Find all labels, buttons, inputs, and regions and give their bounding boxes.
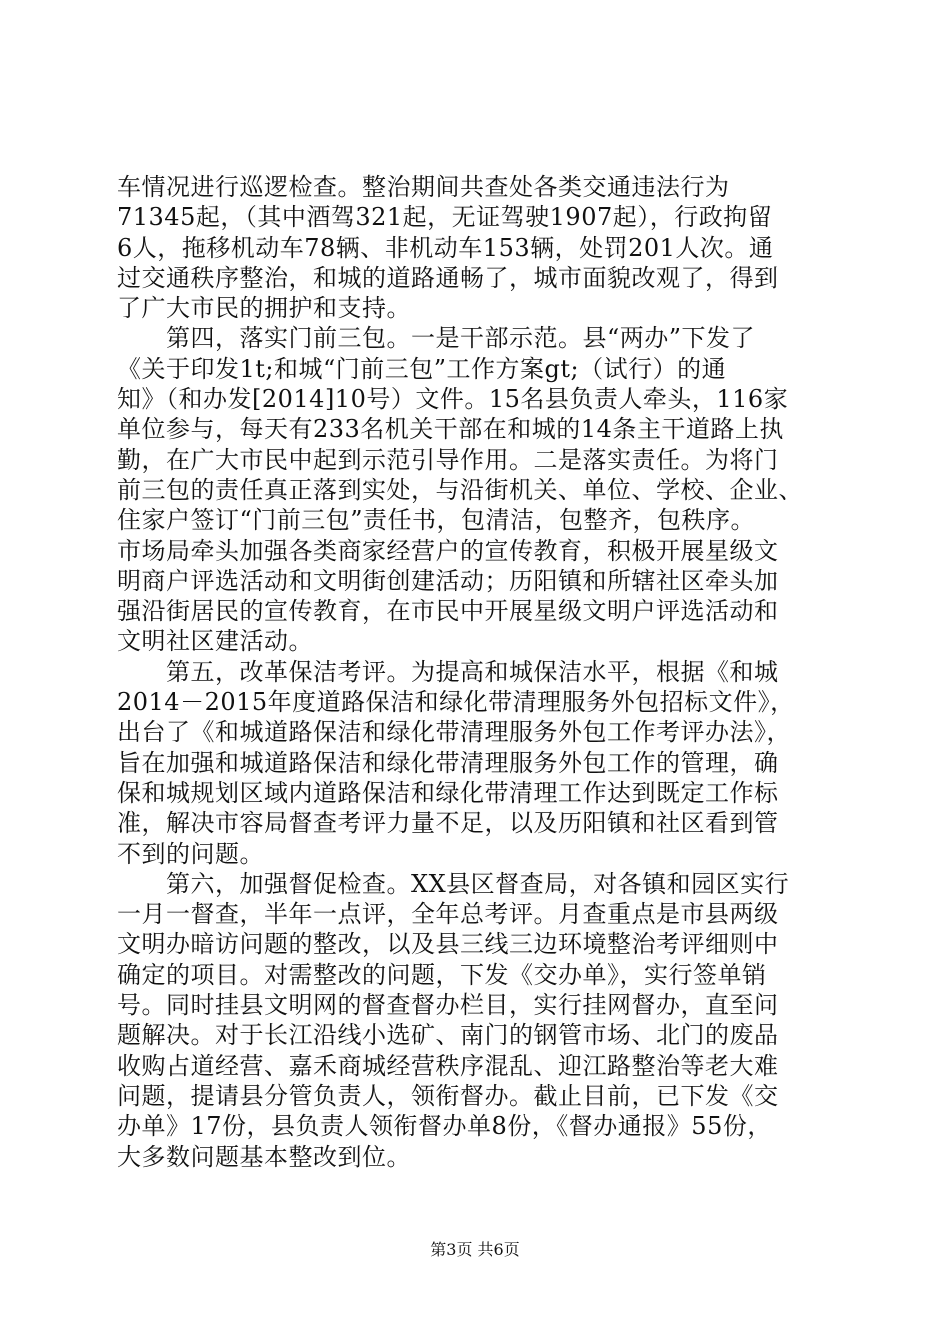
text-line: 前三包的责任真正落到实处，与沿街机关、单位、学校、企业、 xyxy=(117,475,803,504)
text-line: 明商户评选活动和文明街创建活动；历阳镇和所辖社区牵头加 xyxy=(117,566,779,595)
text-line: 勤，在广大市民中起到示范引导作用。二是落实责任。为将门 xyxy=(117,445,779,474)
text-line: 住家户签订“门前三包”责任书，包清洁，包整齐，包秩序。 xyxy=(117,506,756,535)
text-line: 车情况进行巡逻检查。整治期间共查处各类交通违法行为 xyxy=(117,173,730,201)
text-line: 71345起，（其中酒驾321起，无证驾驶1907起），行政拘留 xyxy=(117,203,773,232)
page-footer: 第3页 共6页 xyxy=(430,1240,520,1259)
text-line: 不到的问题。 xyxy=(117,839,264,868)
text-line: 了广大市民的拥护和支持。 xyxy=(117,294,411,323)
text-line: 单位参与，每天有233名机关干部在和城的14条主干道路上执 xyxy=(117,415,784,444)
text-line: 第六，加强督促检查。XX县区督查局，对各镇和园区实行 xyxy=(117,869,790,898)
text-line: 号。同时挂县文明网的督查督办栏目，实行挂网督办，直至问 xyxy=(117,991,779,1020)
text-line: 旨在加强和城道路保洁和绿化带清理服务外包工作的管理，确 xyxy=(117,748,779,777)
text-line: 第四，落实门前三包。一是干部示范。县“两办”下发了 xyxy=(117,324,756,353)
text-line: 文明社区建活动。 xyxy=(117,627,313,656)
text-line: 第五，改革保洁考评。为提高和城保洁水平，根据《和城 xyxy=(117,657,779,686)
text-line: 过交通秩序整治，和城的道路通畅了，城市面貌改观了，得到 xyxy=(117,263,779,292)
text-line: 知》（和办发[2014]10号）文件。15名县负责人牵头，116家 xyxy=(117,385,789,414)
text-line: 问题，提请县分管负责人，领衔督办。截止目前，已下发《交 xyxy=(117,1081,779,1110)
text-line: 收购占道经营、嘉禾商城经营秩序混乱、迎江路整治等老大难 xyxy=(117,1051,779,1080)
text-line: 强沿街居民的宣传教育，在市民中开展星级文明户评选活动和 xyxy=(117,597,779,626)
text-line: 大多数问题基本整改到位。 xyxy=(117,1142,411,1171)
text-line: 题解决。对于长江沿线小选矿、南门的钢管市场、北门的废品 xyxy=(117,1021,779,1050)
text-line: 《关于印发1t;和城“门前三包”工作方案gt;（试行）的通 xyxy=(117,354,727,383)
text-line: 文明办暗访问题的整改，以及县三线三边环境整治考评细则中 xyxy=(117,930,779,959)
text-line: 6人，拖移机动车78辆、非机动车153辆，处罚201人次。通 xyxy=(117,233,774,262)
text-line: 确定的项目。对需整改的问题，下发《交办单》，实行签单销 xyxy=(117,960,767,989)
text-line: 保和城规划区域内道路保洁和绿化带清理工作达到既定工作标 xyxy=(117,778,779,807)
text-line: 2014－2015年度道路保洁和绿化带清理服务外包招标文件》， xyxy=(117,688,795,717)
text-line: 办单》17份，县负责人领衔督办单8份，《督办通报》55份， xyxy=(117,1112,772,1141)
text-line: 一月一督查，半年一点评，全年总考评。月查重点是市县两级 xyxy=(117,900,779,929)
text-line: 出台了《和城道路保洁和绿化带清理服务外包工作考评办法》， xyxy=(117,718,791,747)
text-line: 准，解决市容局督查考评力量不足，以及历阳镇和社区看到管 xyxy=(117,809,779,838)
text-line: 市场局牵头加强各类商家经营户的宣传教育，积极开展星级文 xyxy=(117,536,779,565)
document-body xyxy=(117,172,835,1172)
